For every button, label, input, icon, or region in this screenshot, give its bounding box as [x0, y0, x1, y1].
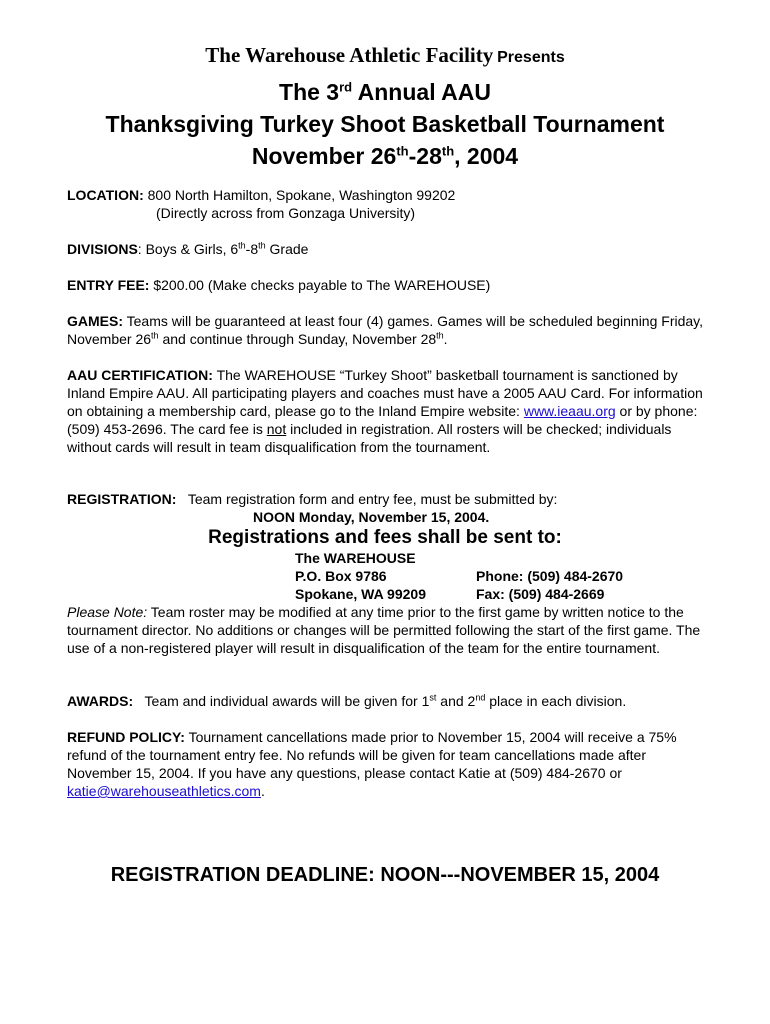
- registration-deadline-banner: REGISTRATION DEADLINE: NOON---NOVEMBER 15, 2004: [110, 864, 660, 886]
- note-text: Team roster may be modified at any time prior to the first game by written notice to the tournament director. No additions or changes will be permitted following the start of the first game. The use of a non-registered player will result in disqualification of the team for the entire tournament.: [67, 604, 701, 656]
- registration-section: [67, 490, 707, 508]
- registration-text: Team registration form and entry fee, must be submitted by:: [187, 491, 558, 507]
- entry-fee-text: $200.00 (Make checks payable to The WAREHOUSE): [153, 277, 491, 293]
- divisions-section: DIVISIONS: Boys & Girls, 6th-8th Grade: [67, 240, 309, 257]
- presenter-line: [0, 43, 770, 67]
- certification-label: AAU CERTIFICATION:: [67, 367, 213, 383]
- title-line-3: November 26th-28th, 2004: [251, 143, 519, 169]
- location-note: (Directly across from Gonzaga University): [156, 205, 416, 221]
- address-fax: Fax: (509) 484-2669: [476, 586, 605, 602]
- entry-fee-section: [67, 276, 707, 294]
- games-section: GAMES: Teams will be guaranteed at least four (4) games. Games will be scheduled beginning Friday, November 26th and continue through Sunday, November 28th.: [67, 313, 704, 347]
- location-label: LOCATION:: [67, 187, 144, 203]
- presents-text: Presents: [497, 49, 565, 66]
- address-city: Spokane, WA 99209: [295, 586, 426, 602]
- awards-label: AWARDS:: [67, 693, 134, 709]
- note-label: Please Note:: [67, 604, 148, 620]
- registration-deadline-line: NOON Monday, November 15, 2004.: [253, 509, 490, 525]
- entry-fee-label: ENTRY FEE:: [67, 277, 150, 293]
- certification-section: AAU CERTIFICATION: The WAREHOUSE “Turkey Shoot” basketball tournament is sanctioned by Inland Empire AAU. All participating players and coaches must have a 2005 AAU Card. For information on obtaining a membership card, please go to the Inland Empire website: www.ieaau.org or by phone:(509) 453-2696. The card fee is not included in registration. All rosters will be checked; individuals without cards will result in team disqualification from the tournament.: [67, 367, 703, 455]
- address-phone: Phone: (509) 484-2670: [476, 568, 624, 584]
- facility-name: The Warehouse Athletic Facility: [205, 43, 494, 67]
- registration-label: REGISTRATION:: [67, 491, 177, 507]
- games-label: GAMES:: [67, 313, 123, 329]
- email-link[interactable]: katie@warehouseathletics.com: [67, 783, 261, 799]
- refund-label: REFUND POLICY:: [67, 729, 185, 745]
- note-section: [67, 603, 707, 657]
- location-address: 800 North Hamilton, Spokane, Washington 99202: [147, 187, 456, 203]
- location-section: [67, 186, 707, 204]
- ieaau-link[interactable]: www.ieaau.org: [523, 403, 616, 419]
- send-to-heading: Registrations and fees shall be sent to:: [208, 527, 562, 548]
- refund-section: REFUND POLICY: Tournament cancellations made prior to November 15, 2004 will receive a 75% refund of the tournament entry fee. No refunds will be given for team cancellations made after November 15, 2004. If you have any questions, please contact Katie at (509) 484-2670 or katie@warehouseathletics.com.: [67, 729, 677, 799]
- awards-section: AWARDS: Team and individual awards will be given for 1st and 2nd place in each division.: [67, 692, 627, 709]
- address-name: The WAREHOUSE: [295, 550, 416, 566]
- title-line-2: Thanksgiving Turkey Shoot Basketball Tournament: [105, 111, 665, 137]
- not-emphasis: not: [266, 421, 287, 437]
- address-po-box: P.O. Box 9786: [295, 568, 387, 584]
- divisions-label: DIVISIONS: [67, 241, 138, 257]
- title-line-1: The 3rd Annual AAU: [279, 79, 491, 105]
